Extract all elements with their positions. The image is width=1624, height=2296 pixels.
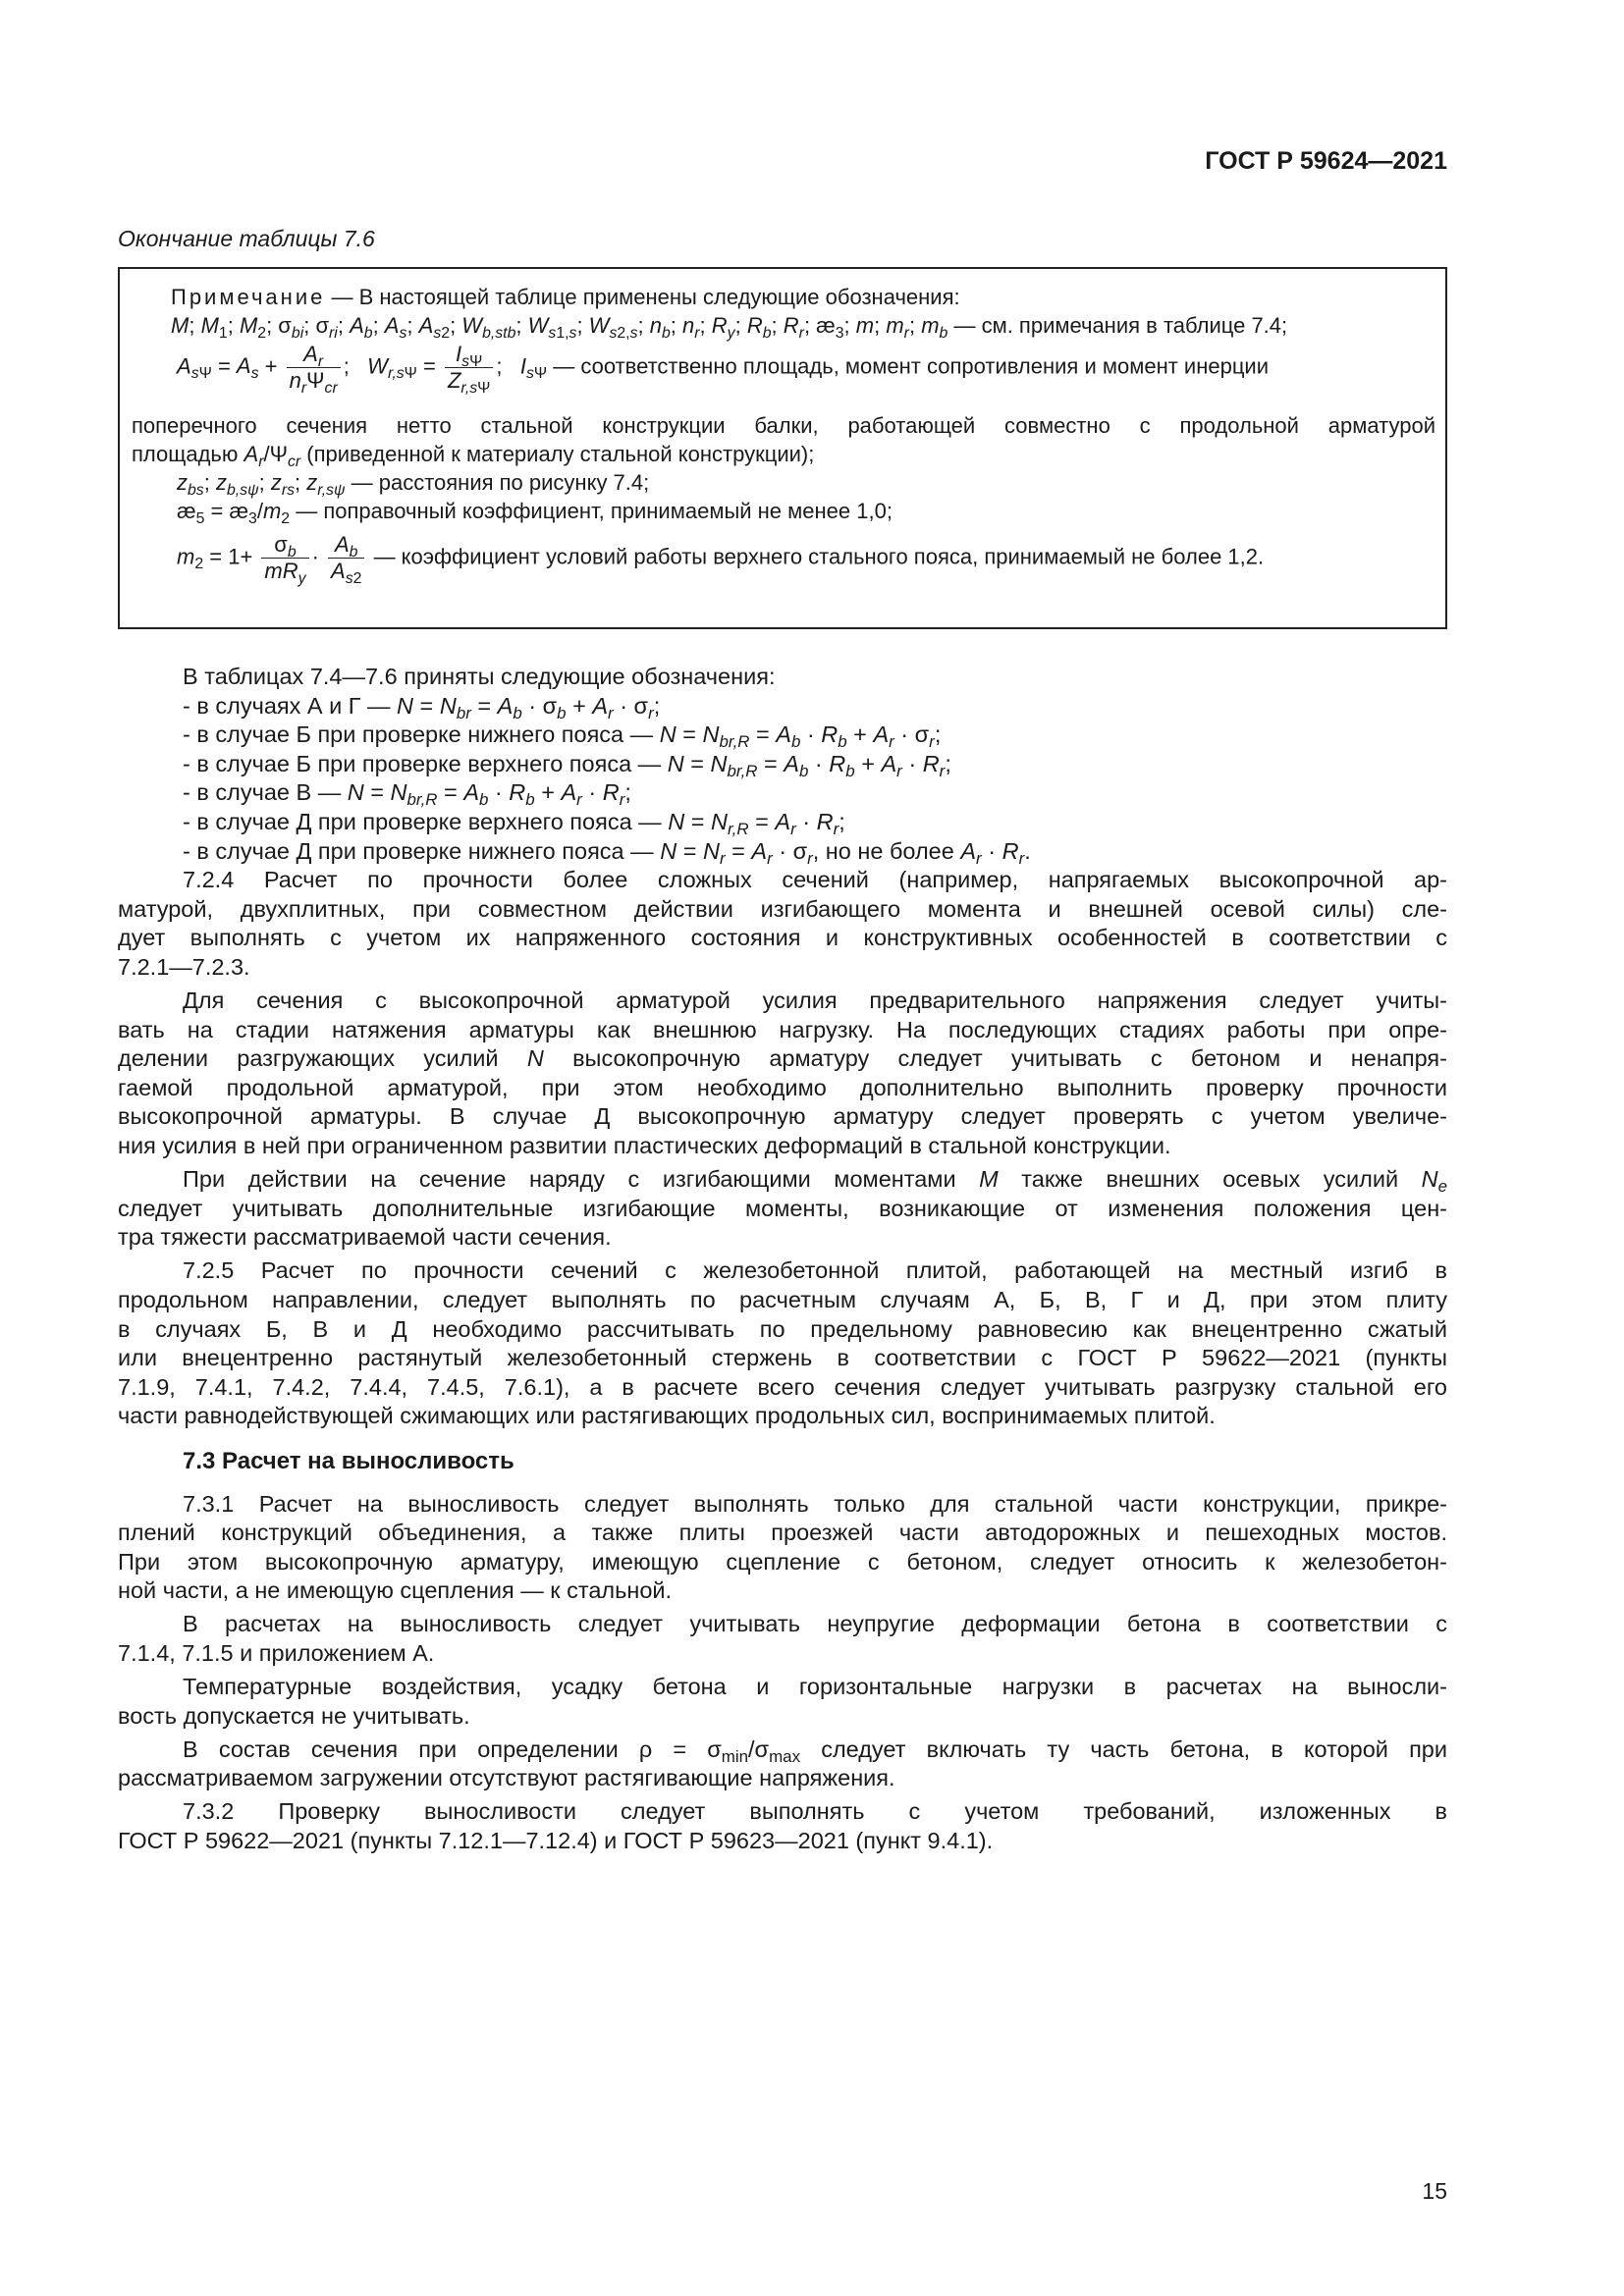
- para-724-line3: дует выполнять с учетом их напряженного состояния и конструктивных особенностей в соответствии с: [118, 925, 1447, 951]
- para-hs-line3: делении разгружающих усилий N высокопрочную арматуру следует учитывать с бетоном и ненапря-: [118, 1045, 1447, 1072]
- case-d-lower: - в случае Д при проверке нижнего пояса — $N = N_r = A_r \cdot \sigma_r$, но не более $A_r \cdot R_r$.: [183, 837, 1031, 868]
- notation-intro: В таблицах 7.4—7.6 приняты следующие обозначения:: [183, 664, 776, 689]
- note-line-2-text: — см. примечания в таблице 7.4;: [953, 313, 1288, 338]
- document-header-id: ГОСТ Р 59624—2021: [1205, 147, 1447, 175]
- body-text: [118, 663, 1447, 1856]
- para-bend-line3: тра тяжести рассматриваемой части сечения.: [118, 1224, 612, 1251]
- note-formula-m2: $m_2 = 1+$ $\frac{\sigma_b}{mR_y}$ · $\frac{A_b}{A_{s2}}$ — коэффициент условий работы верхнего стального пояса, принимаемый не более 1,2.: [177, 532, 1265, 587]
- note-line-5: площадью $A_r/\Psi_{cr}$ (приведенной к материалу стальной конструкции);: [132, 442, 815, 470]
- fraction-is-zr: $\frac{I_{s\Psi}}{Z_{r,s\Psi}}$: [445, 342, 493, 394]
- note-line-2: M; $M_1$; $M_2$; $\sigma_{bi}$; $\sigma_{ri}$; $A_b$; $A_s$; $A_{s2}$; $W_{b,stb}$; $W_{s1,s}$; $W_{s2,s}$; $n_b$; $n_r$; $R_y$; $R_b$; $R_r$; $æ_3$; m; $m_r$; $m_b$ — см. примечания в таблице 7.4;: [171, 313, 1288, 342]
- para-hs-line1: Для сечения с высокопрочной арматурой усилия предварительного напряжения следует учиты-: [183, 988, 1447, 1014]
- para-724-line2: матурой, двухплитных, при совместном действии изгибающего момента и внешней осевой силы) сле-: [118, 895, 1447, 922]
- case-v: - в случае В — $N = N_{br,R} = A_b \cdot R_b + A_r \cdot R_r$;: [183, 779, 631, 810]
- fraction-sigma-mry: $\frac{\sigma_b}{mR_y}$: [261, 532, 308, 584]
- para-rho-line2: рассматриваемом загружении отсутствуют растягивающие напряжения.: [118, 1765, 895, 1791]
- para-731-line1: 7.3.1 Расчет на выносливость следует выполнять только для стальной части конструкции, прикре-: [183, 1490, 1447, 1517]
- para-hs-line5: высокопрочной арматуры. В случае Д высокопрочную арматуру следует проверять с учетом увеличе-: [118, 1103, 1447, 1130]
- para-inel-line1: В расчетах на выносливость следует учитывать неупругие деформации бетона в соответствии с: [183, 1611, 1447, 1637]
- para-731-line3: При этом высокопрочную арматуру, имеющую сцепление с бетоном, следует относить к железобетон-: [118, 1548, 1447, 1575]
- para-temp-line1: Температурные воздействия, усадку бетона и горизонтальные нагрузки в расчетах на выносли-: [183, 1674, 1447, 1700]
- table-caption: Окончание таблицы 7.6: [118, 226, 375, 251]
- para-hs-line2: вать на стадии натяжения арматуры как внешнюю нагрузку. На последующих стадиях работы при опре-: [118, 1016, 1447, 1042]
- para-725-line6: части равнодействующей сжимающих или растягивающих продольных сил, воспринимаемых плитой.: [118, 1403, 1216, 1429]
- para-hs-line6: ния усилия в ней при ограниченном развитии пластических деформаций в стальной конструкции.: [118, 1133, 1171, 1158]
- note-line-1-text: — В настоящей таблице применены следующие обозначения:: [331, 285, 960, 309]
- para-731-line4: ной части, а не имеющую сцепления — к стальной.: [118, 1577, 673, 1604]
- note-label: Примечание: [171, 285, 326, 309]
- para-bend-line1: При действии на сечение наряду с изгибающими моментами M также внешних осевых усилий $N_e$: [183, 1166, 1448, 1197]
- note-line-4: поперечного сечения нетто стальной конструкции балки, работающей совместно с продольной арматурой: [132, 413, 1435, 438]
- note-box: [118, 267, 1447, 629]
- para-725-line3: в случаях Б, В и Д необходимо рассчитывать по предельному равновесию как внецентренно сжатый: [118, 1315, 1447, 1342]
- para-bend-line2: следует учитывать дополнительные изгибающие моменты, возникающие от изменения положения цен-: [118, 1195, 1447, 1221]
- fraction-ab-as2: $\frac{A_b}{A_{s2}}$: [328, 532, 364, 584]
- para-732-line2: ГОСТ Р 59622—2021 (пункты 7.12.1—7.12.4) и ГОСТ Р 59623—2021 (пункт 9.4.1).: [118, 1828, 994, 1854]
- para-725-line5: 7.1.9, 7.4.1, 7.4.2, 7.4.4, 7.4.5, 7.6.1), а в расчете всего сечения следует учитывать разгрузку стальной его: [118, 1373, 1447, 1400]
- note-line-7: $æ_5$ = $æ_3/m_2$ — поправочный коэффициент, принимаемый не менее 1,0;: [177, 499, 893, 527]
- case-a-g: - в случаях А и Г — $N = N_{br} = A_b \cdot \sigma_b + A_r \cdot \sigma_r$;: [183, 692, 661, 722]
- para-inel-line2: 7.1.4, 7.1.5 и приложением А.: [118, 1640, 435, 1666]
- para-725-line2: продольном направлении, следует выполнять по расчетным случаям А, Б, В, Г и Д, при этом плиту: [118, 1286, 1447, 1312]
- para-724-line1: 7.2.4 Расчет по прочности более сложных сечений (например, напрягаемых высокопрочной ар-: [183, 867, 1447, 893]
- case-d-upper: - в случае Д при проверке верхнего пояса — $N = N_{r,R} = A_r \cdot R_r$;: [183, 808, 845, 839]
- para-hs-line4: гаемой продольной арматурой, при этом необходимо дополнительно выполнить проверку прочности: [118, 1074, 1447, 1100]
- note-formula-line: $A_{s\Psi} = A_s$ + $\frac{A_r}{n_r\Psi_{cr}}$ ; $W_{r,s\Psi}$ = $\frac{I_{s\Psi}}{Z_{r,s\Psi}}$ ; $I_{s\Psi}$ — соответственно площадь, момент сопротивления и момент инерции: [177, 342, 1269, 397]
- para-725-line4: или внецентренно растянутый железобетонный стержень в соответствии с ГОСТ Р 59622—2021 (пункты: [118, 1345, 1447, 1371]
- page-number: 15: [1422, 2178, 1447, 2204]
- note-line-1: [171, 283, 960, 311]
- fraction-ar-nrpsi: $\frac{A_r}{n_r\Psi_{cr}}$: [287, 342, 341, 394]
- note-line-3-text: — соответственно площадь, момент сопротивления и момент инерции: [553, 353, 1269, 379]
- case-b-upper: - в случае Б при проверке верхнего пояса — $N = N_{br,R} = A_b \cdot R_b + A_r \cdot R_r$;: [183, 750, 951, 780]
- para-725-line1: 7.2.5 Расчет по прочности сечений с железобетонной плитой, работающей на местный изгиб в: [183, 1257, 1447, 1284]
- case-b-lower: - в случае Б при проверке нижнего пояса — $N = N_{br,R} = A_b \cdot R_b + A_r \cdot \sigma_r$;: [183, 721, 942, 752]
- para-732-line1: 7.3.2 Проверку выносливости следует выполнять с учетом требований, изложенных в: [183, 1798, 1447, 1825]
- note-line-6: $z_{bs}$; $z_{b,s\psi}$; $z_{rs}$; $z_{r,s\psi}$ — расстояния по рисунку 7.4;: [177, 470, 650, 499]
- para-724-line4: 7.2.1—7.2.3.: [118, 953, 250, 980]
- section-heading-7-3: 7.3 Расчет на выносливость: [183, 1447, 514, 1474]
- para-731-line2: плений конструкций объединения, а также плиты проезжей части автодорожных и пешеходных мостов.: [118, 1520, 1447, 1546]
- para-rho-line1: В состав сечения при определении $\rho = \sigma_{min}/\sigma_{max}$ следует включать ту часть бетона, в которой при: [183, 1735, 1447, 1766]
- para-temp-line2: вость допускается не учитывать.: [118, 1702, 470, 1729]
